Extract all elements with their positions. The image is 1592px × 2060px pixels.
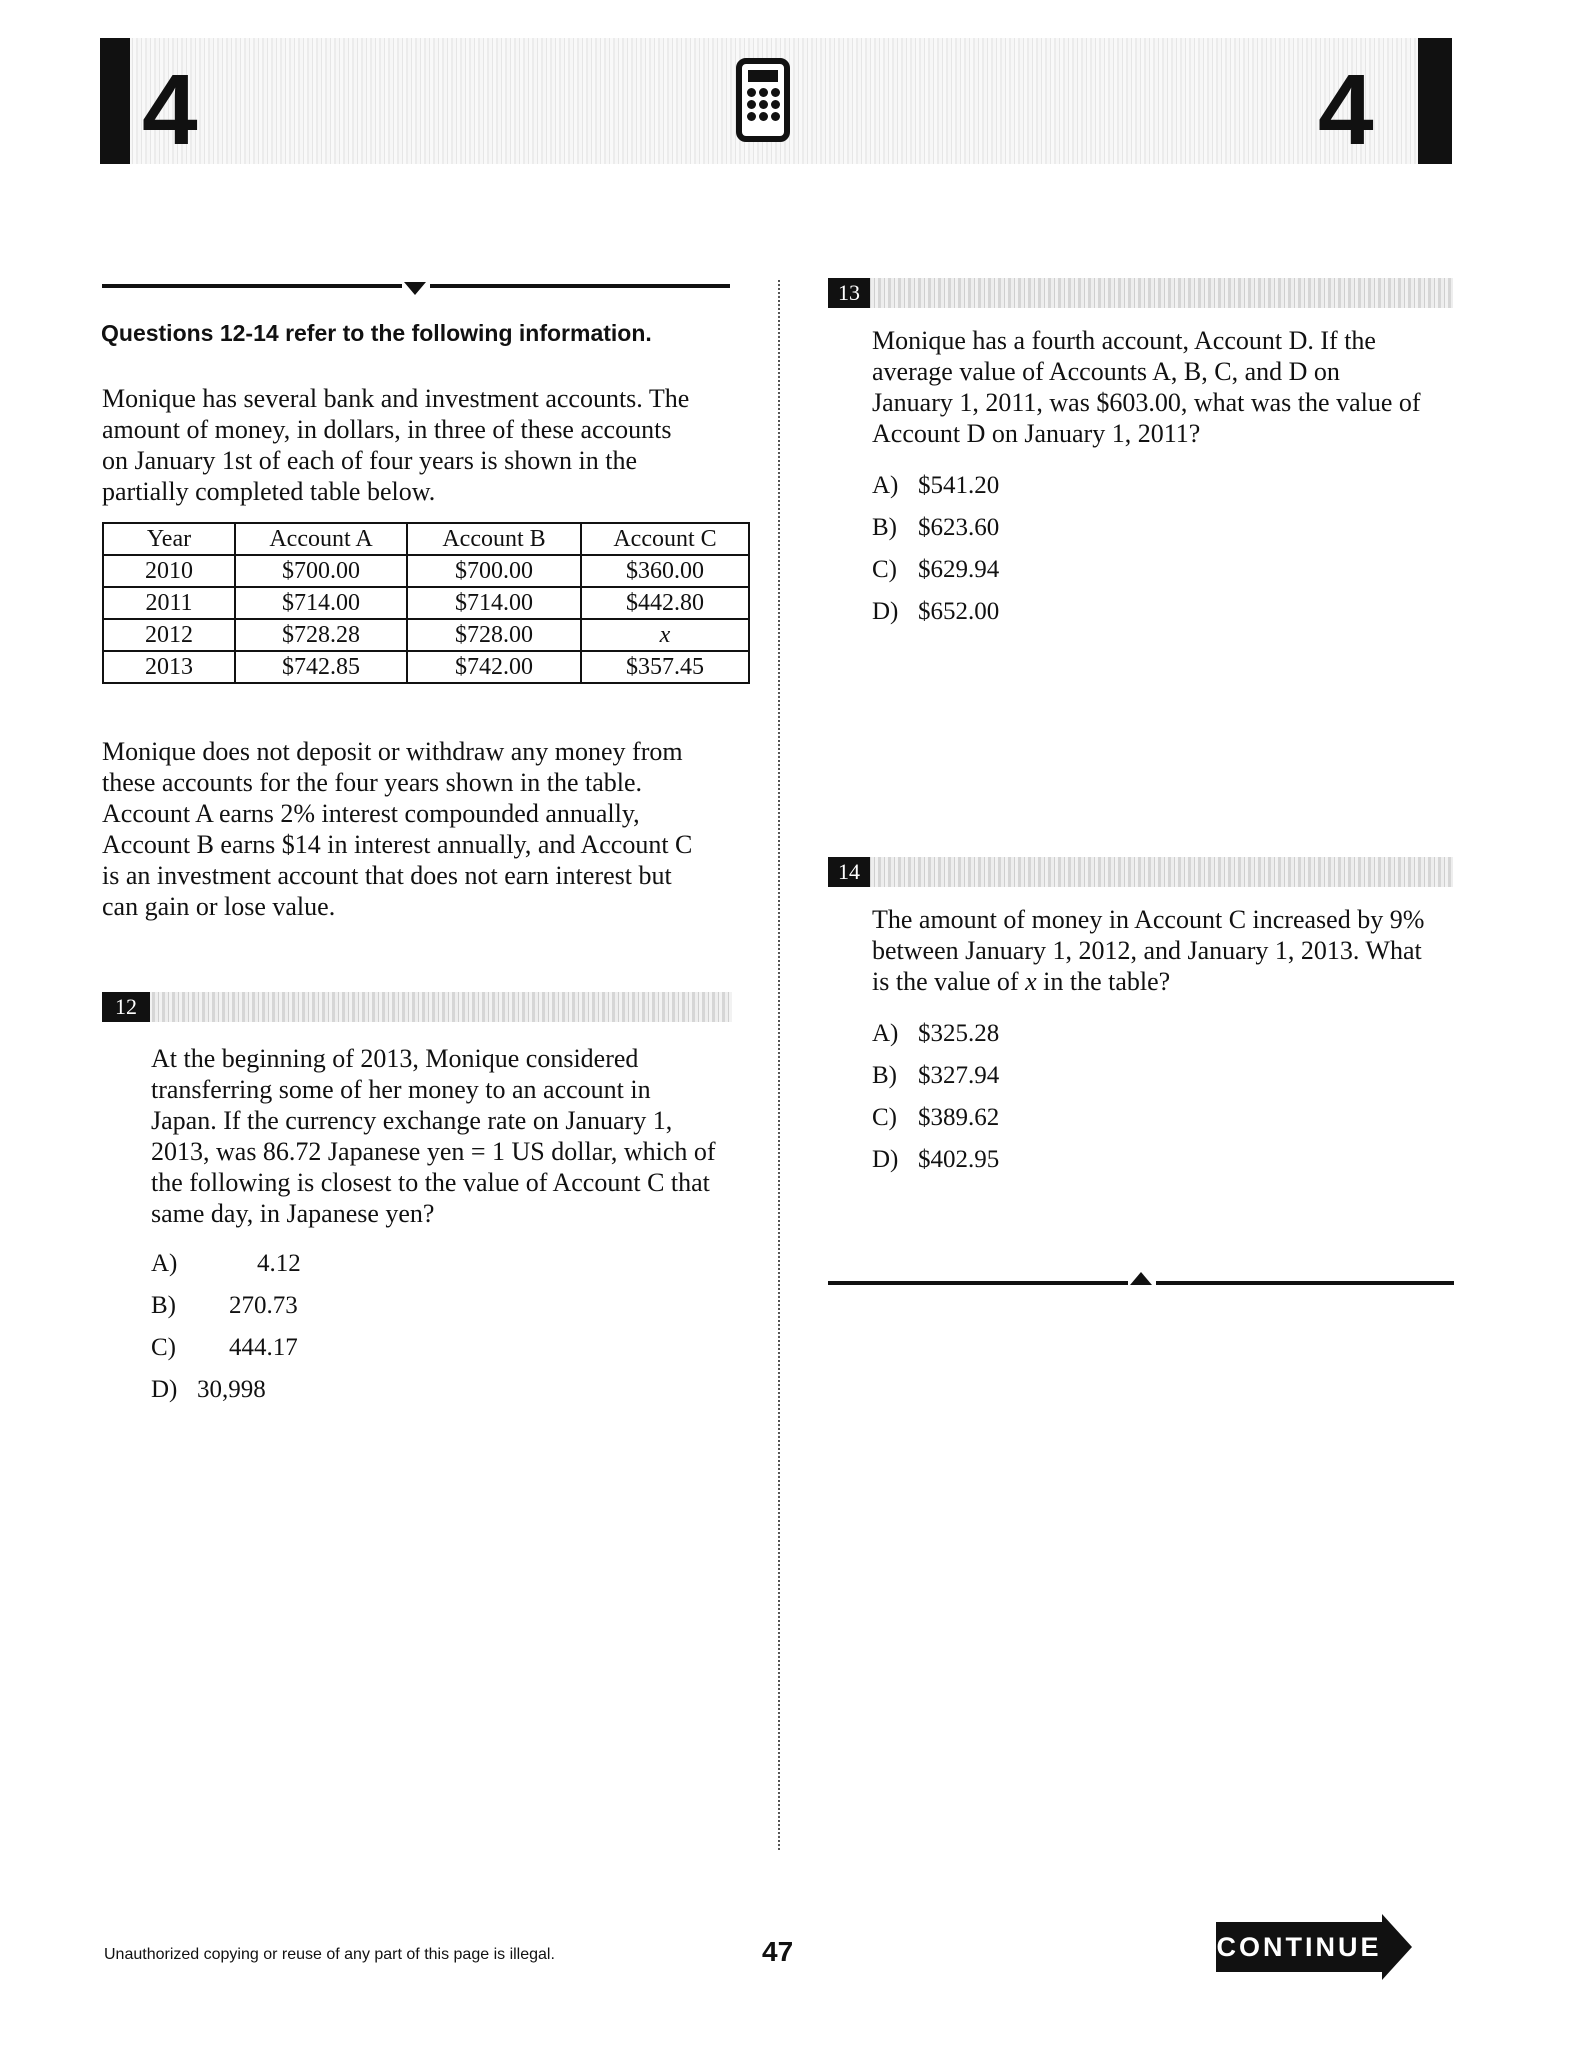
table-cell: 2011 <box>103 587 235 619</box>
intro-paragraph <box>102 383 689 507</box>
choice-letter: D) <box>872 598 899 625</box>
question-13-choices <box>872 465 999 633</box>
question-number-13: 13 <box>828 278 870 308</box>
answer-choice-c[interactable] <box>872 1097 999 1139</box>
table-header-row <box>103 523 749 555</box>
choice-text: 4.12 <box>257 1250 301 1277</box>
answer-choice-c[interactable] <box>151 1327 301 1369</box>
choice-text: $541.20 <box>918 472 1000 499</box>
arrow-right-icon <box>1382 1914 1412 1980</box>
answer-choice-a[interactable] <box>872 465 999 507</box>
left-column-top-rule <box>102 284 402 288</box>
choice-text: 30,998 <box>197 1376 266 1403</box>
right-column-bottom-rule <box>828 1281 1128 1285</box>
table-header-cell: Account A <box>235 523 407 555</box>
context-paragraph <box>102 736 692 922</box>
table-row <box>103 587 749 619</box>
question-12-choices <box>151 1243 301 1411</box>
question-line: 2013, was 86.72 Japanese yen = 1 US dollar, which of <box>151 1137 716 1166</box>
table-cell: $728.00 <box>407 619 581 651</box>
answer-choice-b[interactable] <box>872 1055 999 1097</box>
question-line: January 1, 2011, was $603.00, what was the value of <box>872 388 1421 417</box>
choice-letter: D) <box>872 1146 899 1173</box>
question-14-band <box>828 857 1453 887</box>
question-line: The amount of money in Account C increased by 9% <box>872 905 1425 934</box>
context-line: these accounts for the four years shown in the table. <box>102 768 643 797</box>
question-line: Japan. If the currency exchange rate on January 1, <box>151 1106 673 1135</box>
choice-letter: C) <box>872 1104 897 1131</box>
choice-letter: B) <box>151 1292 176 1319</box>
choice-letter: B) <box>872 514 897 541</box>
up-triangle-icon <box>1130 1272 1152 1285</box>
question-line: At the beginning of 2013, Monique considered <box>151 1044 639 1073</box>
variable-x: x <box>1025 967 1037 996</box>
answer-choice-b[interactable] <box>151 1285 301 1327</box>
question-line: Monique has a fourth account, Account D. If the <box>872 326 1376 355</box>
intro-line: Monique has several bank and investment accounts. The <box>102 384 690 413</box>
question-line: average value of Accounts A, B, C, and D on <box>872 357 1340 386</box>
table-cell: $742.00 <box>407 651 581 683</box>
intro-heading: Questions 12-14 refer to the following information. <box>101 320 652 346</box>
choice-text: $327.94 <box>918 1062 1000 1089</box>
choice-letter: C) <box>872 556 897 583</box>
table-cell: $714.00 <box>235 587 407 619</box>
table-cell: $360.00 <box>581 555 749 587</box>
question-line: between January 1, 2012, and January 1, 2013. What <box>872 936 1422 965</box>
answer-choice-a[interactable] <box>151 1243 301 1285</box>
question-line: the following is closest to the value of Account C that <box>151 1168 710 1197</box>
table-cell: 2012 <box>103 619 235 651</box>
choice-text: $623.60 <box>918 514 1000 541</box>
answer-choice-a[interactable] <box>872 1013 999 1055</box>
choice-letter: C) <box>151 1334 176 1361</box>
answer-choice-d[interactable] <box>872 591 999 633</box>
table-cell: $714.00 <box>407 587 581 619</box>
table-cell: $728.28 <box>235 619 407 651</box>
context-line: is an investment account that does not earn interest but <box>102 861 672 890</box>
table-header-cell: Account C <box>581 523 749 555</box>
table-row <box>103 651 749 683</box>
question-12-band <box>102 992 732 1022</box>
question-line: same day, in Japanese yen? <box>151 1199 435 1228</box>
choice-text: $325.28 <box>918 1020 1000 1047</box>
question-number-12: 12 <box>102 992 150 1022</box>
continue-button[interactable]: CONTINUE <box>1216 1922 1382 1972</box>
table-cell: $700.00 <box>235 555 407 587</box>
table-cell-unknown-x: x <box>581 619 749 651</box>
choice-text: $402.95 <box>918 1146 1000 1173</box>
question-12-text <box>151 1043 716 1229</box>
answer-choice-d[interactable] <box>151 1369 301 1411</box>
choice-text: 444.17 <box>229 1334 298 1361</box>
question-line-pre: is the value of <box>872 967 1026 996</box>
table-cell: 2010 <box>103 555 235 587</box>
answer-choice-d[interactable] <box>872 1139 999 1181</box>
table-cell: 2013 <box>103 651 235 683</box>
choice-text: $652.00 <box>918 598 1000 625</box>
page-number: 47 <box>762 1936 794 1967</box>
answer-choice-c[interactable] <box>872 549 999 591</box>
context-line: Account B earns $14 in interest annually, and Account C <box>102 830 693 859</box>
choice-text: $389.62 <box>918 1104 1000 1131</box>
section-header-left-bar <box>100 38 130 164</box>
table-row <box>103 555 749 587</box>
choice-text: $629.94 <box>918 556 1000 583</box>
question-14-text <box>872 904 1424 997</box>
table-cell: $357.45 <box>581 651 749 683</box>
question-line: transferring some of her money to an account in <box>151 1075 651 1104</box>
section-number-left: 4 <box>142 54 198 166</box>
intro-line: amount of money, in dollars, in three of these accounts <box>102 415 672 444</box>
choice-text: 270.73 <box>229 1292 298 1319</box>
intro-line: partially completed table below. <box>102 477 436 506</box>
column-separator <box>778 280 780 1850</box>
table-cell: $742.85 <box>235 651 407 683</box>
table-row <box>103 619 749 651</box>
table-cell: $700.00 <box>407 555 581 587</box>
question-number-14: 14 <box>828 857 870 887</box>
question-line-post: in the table? <box>1036 967 1171 996</box>
section-header-right-bar <box>1418 38 1452 164</box>
down-triangle-icon <box>404 282 426 295</box>
context-line: Account A earns 2% interest compounded annually, <box>102 799 640 828</box>
table-header-cell: Year <box>103 523 235 555</box>
choice-letter: B) <box>872 1062 897 1089</box>
question-line: Account D on January 1, 2011? <box>872 419 1201 448</box>
question-14-choices <box>872 1013 999 1181</box>
accounts-table <box>102 522 750 684</box>
question-13-band <box>828 278 1453 308</box>
choice-letter: A) <box>151 1250 178 1277</box>
calculator-icon <box>736 58 790 142</box>
section-number-right: 4 <box>1318 54 1374 166</box>
copyright-notice: Unauthorized copying or reuse of any part of this page is illegal. <box>104 1946 555 1963</box>
question-line <box>872 966 1424 997</box>
table-header-cell: Account B <box>407 523 581 555</box>
context-line: can gain or lose value. <box>102 892 336 921</box>
context-line: Monique does not deposit or withdraw any money from <box>102 737 683 766</box>
question-13-text <box>872 325 1421 449</box>
choice-letter: A) <box>872 1020 899 1047</box>
right-column-bottom-rule-right <box>1156 1281 1454 1285</box>
left-column-top-rule-right <box>430 284 730 288</box>
intro-line: on January 1st of each of four years is shown in the <box>102 446 638 475</box>
answer-choice-b[interactable] <box>872 507 999 549</box>
table-cell: $442.80 <box>581 587 749 619</box>
choice-letter: A) <box>872 472 899 499</box>
choice-letter: D) <box>151 1376 178 1403</box>
